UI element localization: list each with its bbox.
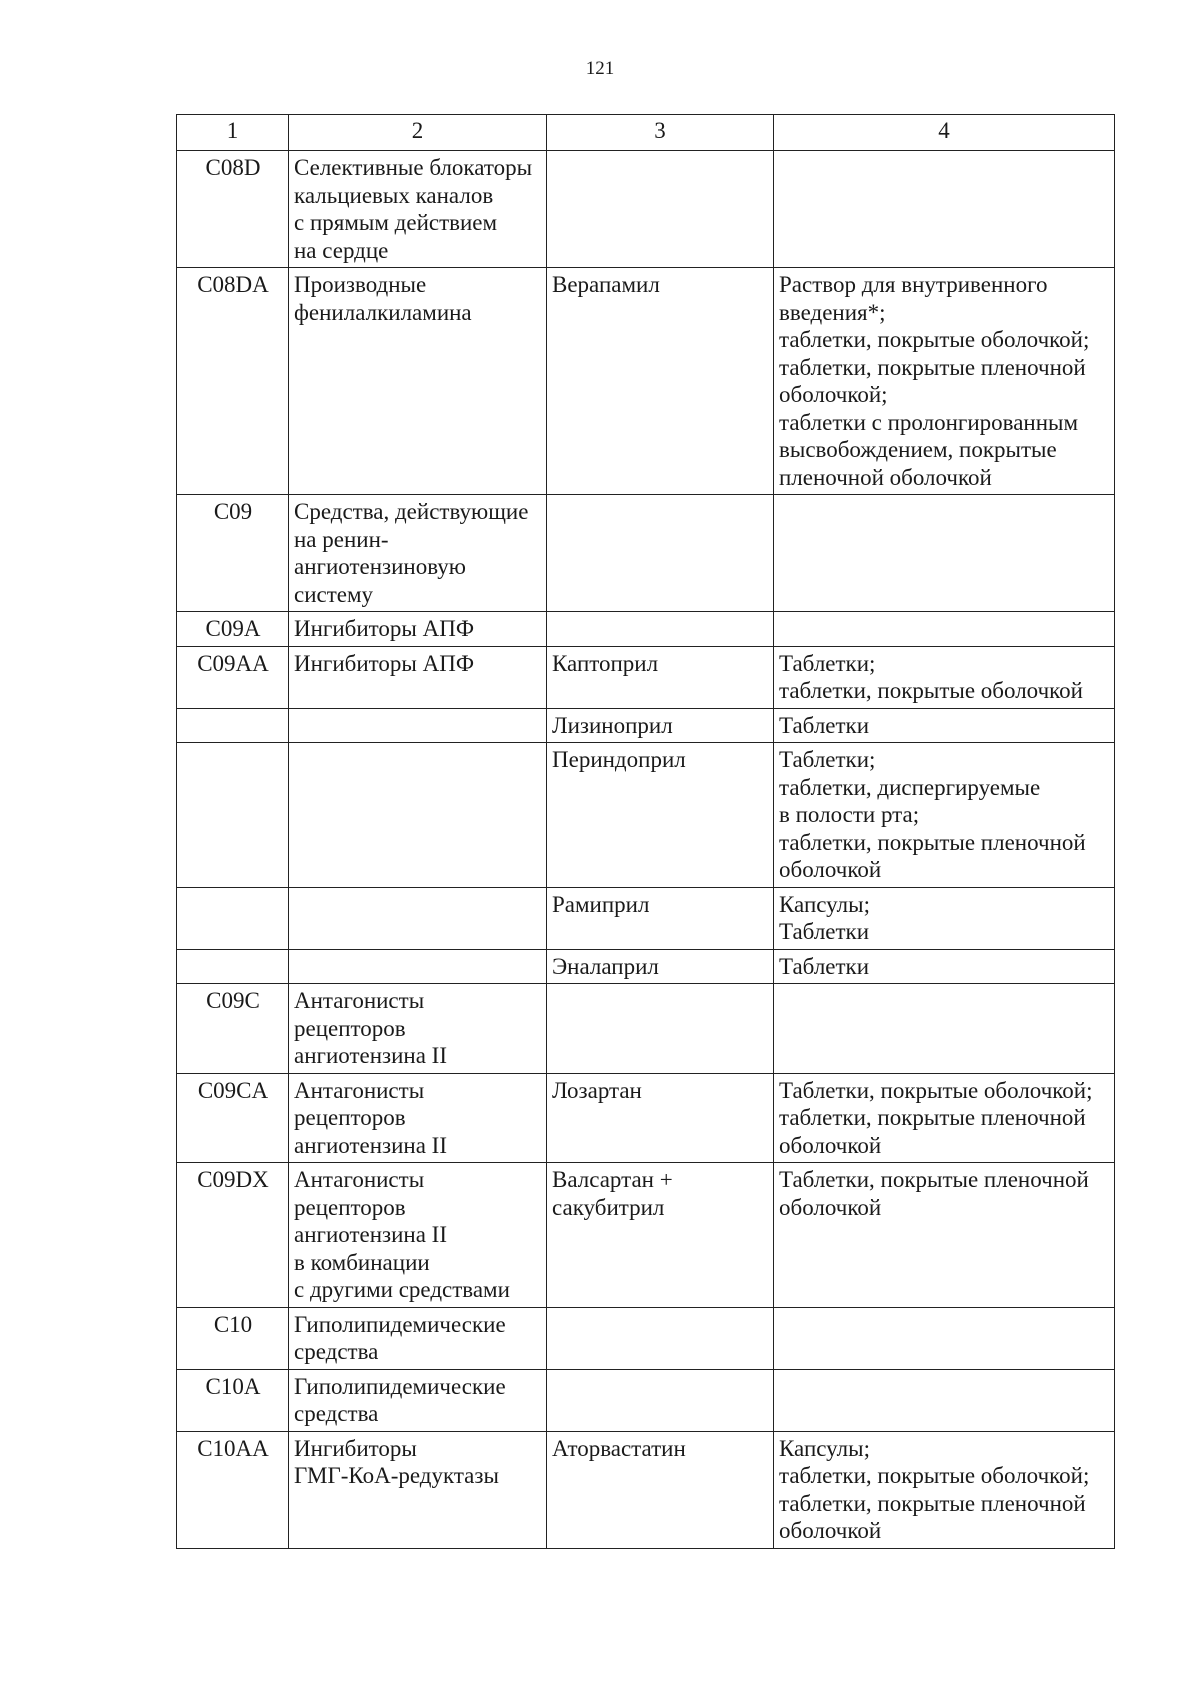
column-header: 2 (289, 115, 547, 151)
group-name-cell (289, 743, 547, 888)
cell-text-line: таблетки, покрытые пленочной (779, 1490, 1086, 1516)
cell-text-line: Эналаприл (552, 953, 659, 979)
dosage-form-cell (774, 1073, 1115, 1163)
cell-text-line: ангиотензина II (294, 1222, 448, 1247)
cell-text-line: ангиотензина II (294, 1043, 448, 1068)
cell-text-line: Капсулы; (779, 891, 870, 917)
drug-name-cell (547, 1431, 774, 1548)
cell-text-line: Антагонисты (294, 988, 425, 1013)
atc-code-cell (177, 743, 289, 888)
cell-text-line: оболочкой (779, 857, 882, 882)
atc-code-cell: C09CA (177, 1073, 289, 1163)
atc-code-cell: C09AA (177, 646, 289, 708)
cell-text-line: таблетки, покрытые пленочной (779, 1105, 1086, 1130)
cell-text-line: таблетки, покрытые оболочкой; (779, 327, 1090, 352)
group-name-cell (289, 984, 547, 1074)
cell-text-line: Таблетки (779, 712, 870, 738)
group-name-cell (289, 268, 547, 495)
dosage-form-cell (774, 1431, 1115, 1548)
cell-text-line: Валсартан + (552, 1167, 673, 1192)
table-row (177, 1369, 1115, 1431)
column-header: 4 (774, 115, 1115, 151)
cell-text-line: средства (294, 1401, 379, 1426)
group-name-cell (289, 708, 547, 743)
group-name-cell (289, 646, 547, 708)
cell-text-line: Антагонисты (294, 1167, 425, 1192)
cell-text-line: в полости рта; (779, 802, 920, 827)
cell-text-line: Капсулы; (779, 1435, 870, 1461)
group-name-cell (289, 495, 547, 612)
drug-name-cell (547, 708, 774, 743)
drug-name-cell (547, 646, 774, 708)
cell-text-line: на ренин- (294, 526, 389, 552)
cell-text-line: Производные (294, 272, 427, 297)
table-row (177, 708, 1115, 743)
cell-text-line: Лизиноприл (552, 712, 673, 738)
dosage-form-cell (774, 268, 1115, 495)
cell-text-line: введения*; (779, 299, 886, 325)
cell-text-line: рецепторов (294, 1015, 406, 1041)
dosage-form-cell (774, 743, 1115, 888)
drug-name-cell (547, 743, 774, 888)
dosage-form-cell (774, 151, 1115, 268)
dosage-form-cell (774, 887, 1115, 949)
drug-name-cell (547, 1163, 774, 1308)
cell-text-line: высвобождением, покрытые (779, 437, 1057, 462)
dosage-form-cell (774, 495, 1115, 612)
dosage-form-cell (774, 708, 1115, 743)
table-row (177, 151, 1115, 268)
table-row (177, 949, 1115, 984)
drug-name-cell (547, 268, 774, 495)
cell-text-line: Таблетки (779, 919, 870, 944)
cell-text-line: систему (294, 581, 374, 607)
dosage-form-cell (774, 612, 1115, 647)
cell-text-line: таблетки с пролонгированным (779, 409, 1079, 435)
atc-code-cell: C08DA (177, 268, 289, 495)
dosage-form-cell (774, 949, 1115, 984)
drug-name-cell (547, 984, 774, 1074)
drug-name-cell (547, 151, 774, 268)
cell-text-line: Гиполипидемические (294, 1373, 506, 1399)
cell-text-line: кальциевых каналов (294, 182, 494, 208)
drug-name-cell (547, 887, 774, 949)
cell-text-line: таблетки, покрытые пленочной (779, 829, 1086, 855)
cell-text-line: оболочкой (779, 1132, 882, 1158)
cell-text-line: сакубитрил (552, 1194, 665, 1220)
group-name-cell (289, 949, 547, 984)
cell-text-line: средства (294, 1339, 379, 1364)
cell-text-line: Лозартан (552, 1077, 642, 1103)
cell-text-line: Периндоприл (552, 747, 686, 772)
atc-code-cell (177, 887, 289, 949)
group-name-cell (289, 1163, 547, 1308)
drug-name-cell (547, 1307, 774, 1369)
cell-text-line: ангиотензиновую (294, 554, 466, 579)
table-row (177, 612, 1115, 647)
cell-text-line: оболочкой (779, 1518, 882, 1543)
cell-text-line: Рамиприл (552, 891, 650, 917)
cell-text-line: Средства, действующие (294, 499, 529, 524)
drug-name-cell (547, 1073, 774, 1163)
cell-text-line: Антагонисты (294, 1077, 425, 1103)
group-name-cell (289, 1307, 547, 1369)
atc-code-cell (177, 949, 289, 984)
table-row (177, 646, 1115, 708)
atc-code-cell: C10A (177, 1369, 289, 1431)
atc-code-cell: C09DX (177, 1163, 289, 1308)
atc-code-cell: C09C (177, 984, 289, 1074)
atc-code-cell: C09 (177, 495, 289, 612)
atc-code-cell: C09A (177, 612, 289, 647)
column-header: 1 (177, 115, 289, 151)
cell-text-line: Таблетки, покрытые оболочкой; (779, 1077, 1093, 1103)
group-name-cell (289, 612, 547, 647)
table-header-row (177, 115, 1115, 151)
cell-text-line: Таблетки (779, 953, 870, 979)
dosage-form-cell (774, 984, 1115, 1074)
table-row (177, 1163, 1115, 1308)
cell-text-line: рецепторов (294, 1194, 406, 1220)
table-row (177, 984, 1115, 1074)
drug-name-cell (547, 949, 774, 984)
cell-text-line: Каптоприл (552, 650, 659, 676)
cell-text-line: с другими средствами (294, 1277, 510, 1302)
cell-text-line: таблетки, диспергируемые (779, 774, 1041, 800)
dosage-form-cell (774, 646, 1115, 708)
table-row (177, 743, 1115, 888)
atc-code-cell: C10 (177, 1307, 289, 1369)
cell-text-line: Таблетки; (779, 747, 876, 772)
page-number: 121 (585, 58, 615, 79)
cell-text-line: Аторвастатин (552, 1435, 686, 1461)
cell-text-line: Ингибиторы АПФ (294, 650, 475, 676)
atc-code-cell: C10AA (177, 1431, 289, 1548)
dosage-form-cell (774, 1163, 1115, 1308)
cell-text-line: пленочной оболочкой (779, 464, 992, 490)
cell-text-line: Селективные блокаторы (294, 155, 533, 180)
atc-code-cell: C08D (177, 151, 289, 268)
table-body (177, 151, 1115, 1549)
cell-text-line: с прямым действием (294, 210, 498, 235)
cell-text-line: Таблетки; (779, 650, 876, 676)
cell-text-line: Раствор для внутривенного (779, 272, 1048, 297)
group-name-cell (289, 1073, 547, 1163)
table-row (177, 1431, 1115, 1548)
table-row (177, 1073, 1115, 1163)
column-header: 3 (547, 115, 774, 151)
cell-text-line: Ингибиторы АПФ (294, 616, 475, 641)
cell-text-line: Таблетки, покрытые пленочной (779, 1167, 1089, 1192)
group-name-cell (289, 151, 547, 268)
cell-text-line: на сердце (294, 237, 389, 263)
cell-text-line: Верапамил (552, 272, 660, 297)
dosage-form-cell (774, 1369, 1115, 1431)
cell-text-line: Гиполипидемические (294, 1311, 506, 1337)
atc-code-cell (177, 708, 289, 743)
drug-name-cell (547, 495, 774, 612)
group-name-cell (289, 887, 547, 949)
cell-text-line: Ингибиторы (294, 1435, 417, 1461)
table-row (177, 495, 1115, 612)
cell-text-line: фенилалкиламина (294, 299, 472, 325)
table-row (177, 887, 1115, 949)
group-name-cell (289, 1431, 547, 1548)
table-row (177, 268, 1115, 495)
drug-table (176, 114, 1115, 1549)
drug-name-cell (547, 1369, 774, 1431)
dosage-form-cell (774, 1307, 1115, 1369)
drug-name-cell (547, 612, 774, 647)
group-name-cell (289, 1369, 547, 1431)
cell-text-line: таблетки, покрытые пленочной (779, 354, 1086, 380)
table-row (177, 1307, 1115, 1369)
cell-text-line: ГМГ-КоА-редуктазы (294, 1463, 499, 1488)
cell-text-line: таблетки, покрытые оболочкой; (779, 1463, 1090, 1488)
cell-text-line: оболочкой; (779, 382, 888, 407)
cell-text-line: в комбинации (294, 1249, 430, 1275)
cell-text-line: ангиотензина II (294, 1132, 448, 1158)
cell-text-line: рецепторов (294, 1105, 406, 1130)
cell-text-line: таблетки, покрытые оболочкой (779, 678, 1083, 703)
cell-text-line: оболочкой (779, 1194, 882, 1220)
